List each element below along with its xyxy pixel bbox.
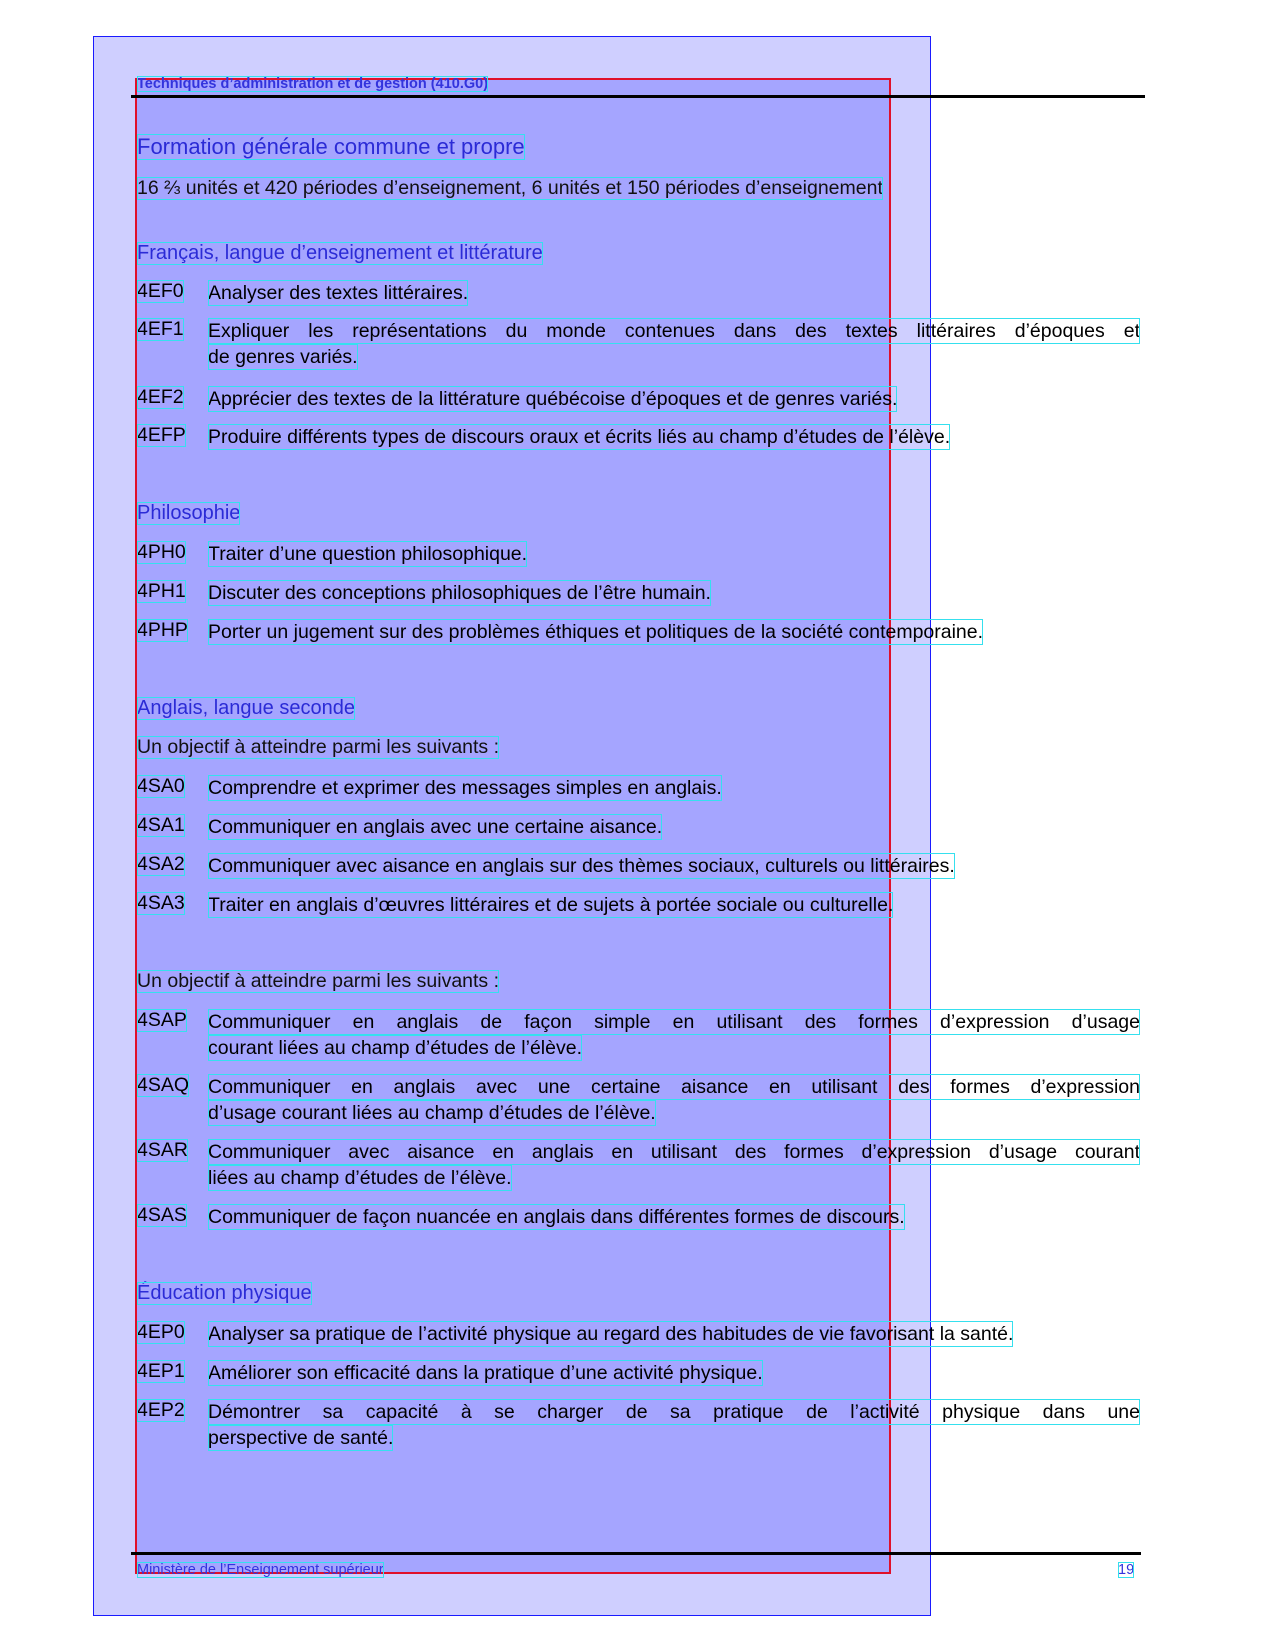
course-description-cont: liées au champ d’études de l’élève. — [208, 1167, 512, 1189]
course-description: Communiquer de façon nuancée en anglais dans différentes formes de discours. — [208, 1206, 905, 1228]
anglais-intro: Un objectif à atteindre parmi les suivants : — [137, 970, 500, 992]
course-code: 4SAR — [137, 1139, 188, 1161]
course-description: Traiter d’une question philosophique. — [208, 543, 528, 565]
course-code: 4PHP — [137, 619, 188, 641]
course-description-cont: d’usage courant liées au champ d’études de l’élève. — [208, 1102, 656, 1124]
course-code: 4SAS — [137, 1204, 187, 1226]
course-description: Expliquer les représentations du monde contenues dans des textes littéraires d’époques et — [208, 320, 1140, 342]
footer-rule — [131, 1552, 1141, 1555]
education-title: Éducation physique — [137, 1282, 312, 1304]
course-description: Communiquer avec aisance en anglais en utilisant des formes d’expression d’usage courant — [208, 1141, 1140, 1163]
course-code: 4EF1 — [137, 318, 184, 340]
course-description: Communiquer avec aisance en anglais sur des thèmes sociaux, culturels ou littéraires. — [208, 855, 955, 877]
course-code: 4EF2 — [137, 386, 184, 408]
course-description: Communiquer en anglais avec une certaine aisance. — [208, 816, 663, 838]
course-code: 4SA0 — [137, 775, 185, 797]
course-code: 4SAQ — [137, 1074, 190, 1096]
header-rule — [131, 95, 1145, 98]
course-description-cont: courant liées au champ d’études de l’élève. — [208, 1037, 582, 1059]
course-code: 4SA3 — [137, 892, 185, 914]
course-description-cont: perspective de santé. — [208, 1427, 394, 1449]
course-code: 4EFP — [137, 424, 186, 446]
course-description: Apprécier des textes de la littérature québécoise d’époques et de genres variés. — [208, 388, 898, 410]
anglais-title: Anglais, langue seconde — [137, 697, 355, 719]
course-code: 4SAP — [137, 1009, 187, 1031]
page-number: 19 — [1118, 1562, 1135, 1578]
course-code: 4EF0 — [137, 280, 184, 302]
course-code: 4SA1 — [137, 814, 185, 836]
anglais-intro: Un objectif à atteindre parmi les suivants : — [137, 736, 500, 758]
course-description: Améliorer son efficacité dans la pratique d’une activité physique. — [208, 1362, 763, 1384]
course-code: 4EP2 — [137, 1399, 185, 1421]
course-code: 4PH1 — [137, 580, 186, 602]
course-description: Analyser sa pratique de l’activité physique au regard des habitudes de vie favorisant la santé. — [208, 1323, 1014, 1345]
course-description: Analyser des textes littéraires. — [208, 282, 469, 304]
course-description-cont: de genres variés. — [208, 346, 358, 368]
course-description: Porter un jugement sur des problèmes éthiques et politiques de la société contemporaine. — [208, 621, 984, 643]
footer-ministry: Ministère de l’Enseignement supérieur — [137, 1562, 384, 1578]
course-description: Produire différents types de discours oraux et écrits liés au champ d’études de l’élève. — [208, 426, 951, 448]
course-description: Traiter en anglais d’œuvres littéraires et de sujets à portée sociale ou culturelle. — [208, 894, 894, 916]
course-description: Discuter des conceptions philosophiques de l’être humain. — [208, 582, 711, 604]
philosophie-title: Philosophie — [137, 502, 241, 524]
francais-title: Français, langue d’enseignement et littérature — [137, 242, 543, 264]
course-description: Comprendre et exprimer des messages simples en anglais. — [208, 777, 722, 799]
course-code: 4SA2 — [137, 853, 185, 875]
course-code: 4EP1 — [137, 1360, 185, 1382]
course-description: Communiquer en anglais avec une certaine aisance en utilisant des formes d’expression — [208, 1076, 1140, 1098]
section-summary: 16 ⅔ unités et 420 périodes d’enseignement, 6 unités et 150 périodes d’enseignement — [137, 177, 883, 199]
course-description: Communiquer en anglais de façon simple en utilisant des formes d’expression d’usage — [208, 1011, 1140, 1033]
section-title: Formation générale commune et propre — [137, 134, 525, 159]
course-code: 4EP0 — [137, 1321, 185, 1343]
course-description: Démontrer sa capacité à se charger de sa pratique de l’activité physique dans une — [208, 1401, 1140, 1423]
running-header: Techniques d’administration et de gestion (410.G0) — [137, 76, 489, 92]
course-code: 4PH0 — [137, 541, 186, 563]
